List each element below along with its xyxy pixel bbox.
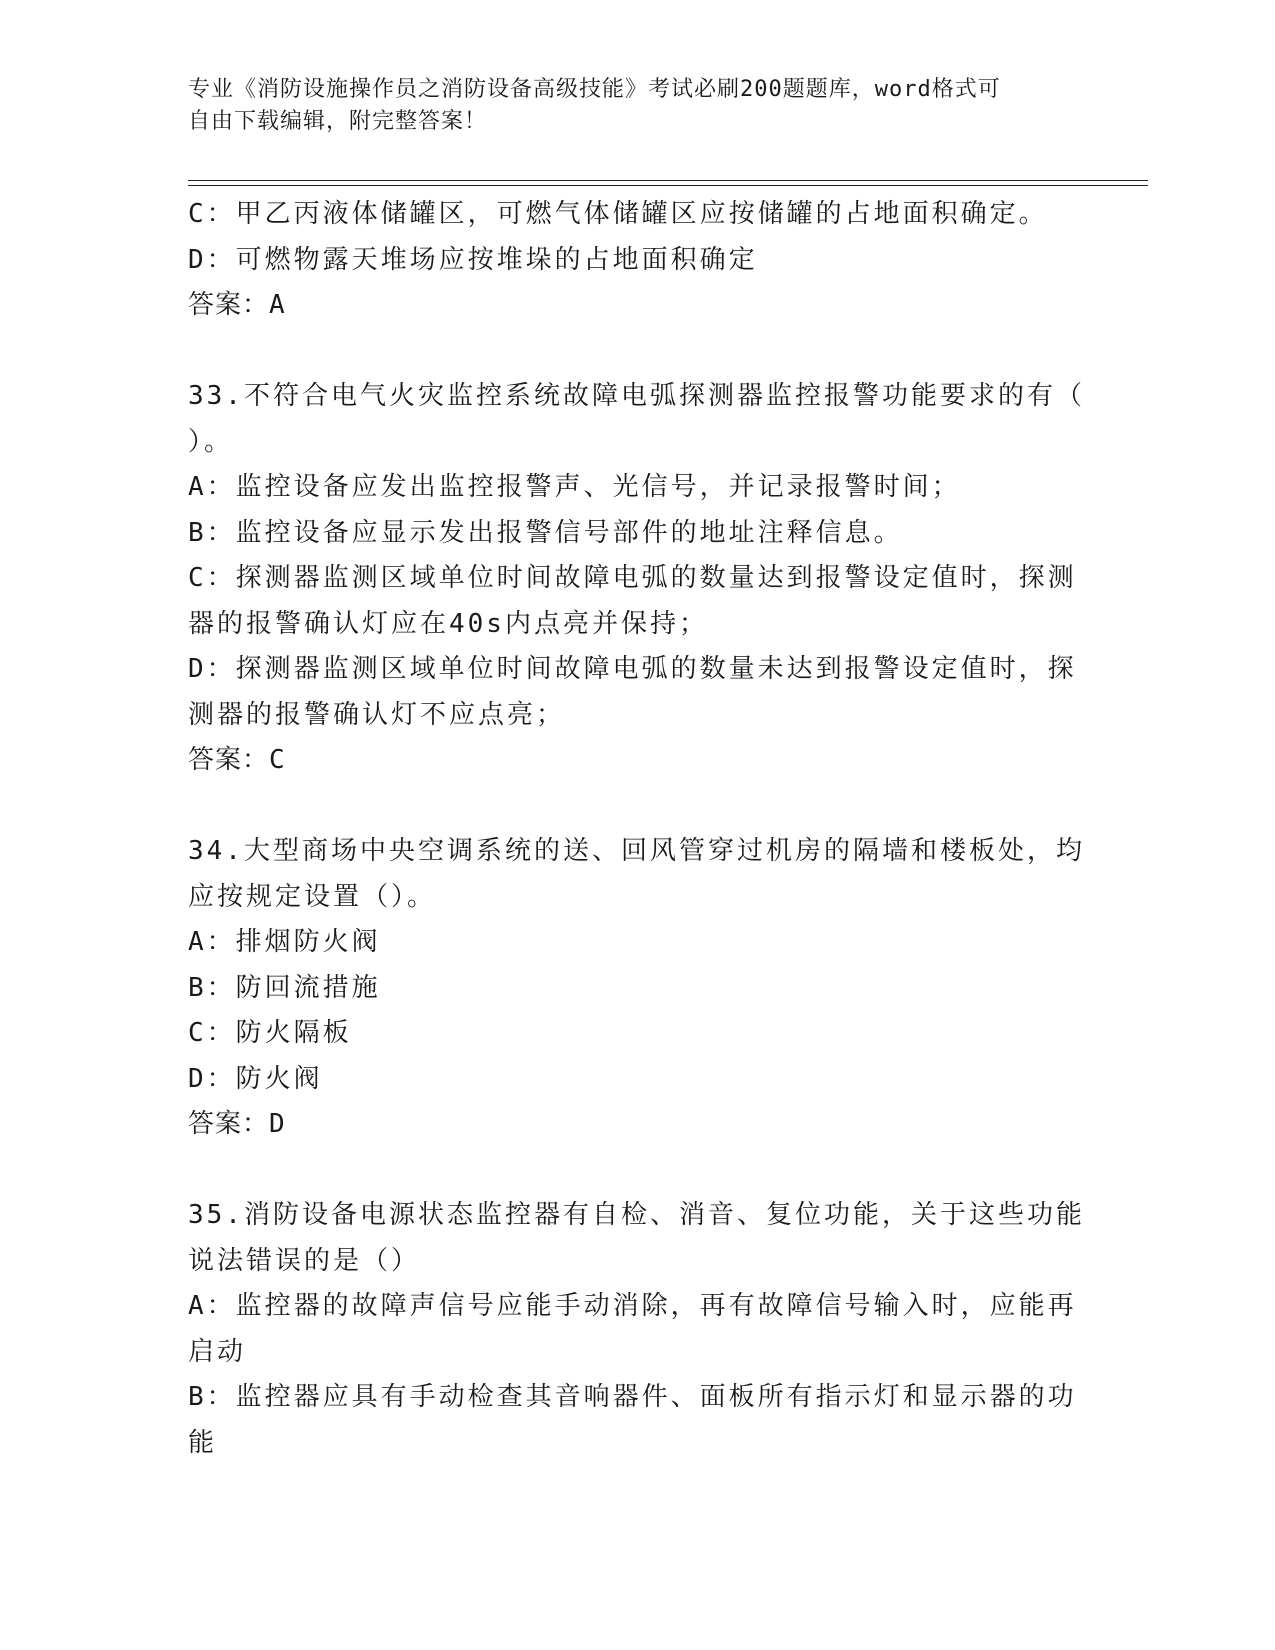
option-line: B：防回流措施: [188, 972, 381, 1003]
header-line-1: 专业《消防设施操作员之消防设备高级技能》考试必刷200题题库，word格式可: [188, 77, 1001, 102]
question-stem-line: 说法错误的是（）: [188, 1245, 421, 1276]
option-line: C：甲乙丙液体储罐区，可燃气体储罐区应按储罐的占地面积确定。: [188, 199, 1048, 229]
question-stem-line: 34.大型商场中央空调系统的送、回风管穿过机房的隔墙和楼板处，均: [188, 836, 1085, 866]
question-stem-line: 应按规定设置（）。: [188, 881, 437, 912]
prev-question: [188, 192, 1088, 329]
document-body: [188, 192, 1088, 1466]
question-stem-line: 35.消防设备电源状态监控器有自检、消音、复位功能，关于这些功能: [188, 1200, 1085, 1230]
option-line: C：探测器监测区域单位时间故障电弧的数量达到报警设定值时，探测: [188, 563, 1077, 593]
answer-line: 答案：C: [188, 745, 286, 775]
option-line: 器的报警确认灯应在40s内点亮并保持；: [188, 608, 708, 639]
question-stem-line: 33.不符合电气火灾监控系统故障电弧探测器监控报警功能要求的有（: [188, 381, 1085, 411]
header-rule-bottom: [188, 185, 1148, 186]
option-line: A：监控器的故障声信号应能手动消除，再有故障信号输入时，应能再: [188, 1291, 1077, 1321]
option-line: 测器的报警确认灯不应点亮；: [188, 699, 566, 730]
question-35: [188, 1193, 1088, 1466]
option-line: D：防火阀: [188, 1063, 323, 1094]
option-line: 能: [188, 1427, 218, 1458]
option-line: C：防火隔板: [188, 1018, 352, 1048]
option-line: A：监控设备应发出监控报警声、光信号，并记录报警时间；: [188, 472, 961, 502]
option-line: D：可燃物露天堆场应按堆垛的占地面积确定: [188, 244, 758, 275]
answer-line: 答案：A: [188, 290, 286, 320]
option-line: A：排烟防火阀: [188, 927, 381, 957]
header-line-2: 自由下载编辑，附完整答案！: [188, 109, 488, 134]
option-line: D：探测器监测区域单位时间故障电弧的数量未达到报警设定值时，探: [188, 654, 1077, 684]
question-33: [188, 374, 1088, 784]
header-rule-top: [188, 180, 1148, 181]
option-line: B：监控器应具有手动检查其音响器件、面板所有指示灯和显示器的功: [188, 1382, 1077, 1412]
answer-line: 答案：D: [188, 1109, 286, 1139]
spacer: [188, 329, 1088, 375]
question-stem-line: ）。: [188, 426, 234, 457]
spacer: [188, 784, 1088, 830]
document-header: [188, 74, 1068, 138]
option-line: 启动: [188, 1336, 247, 1367]
spacer: [188, 1148, 1088, 1194]
option-line: B：监控设备应显示发出报警信号部件的地址注释信息。: [188, 517, 903, 548]
question-34: [188, 829, 1088, 1148]
